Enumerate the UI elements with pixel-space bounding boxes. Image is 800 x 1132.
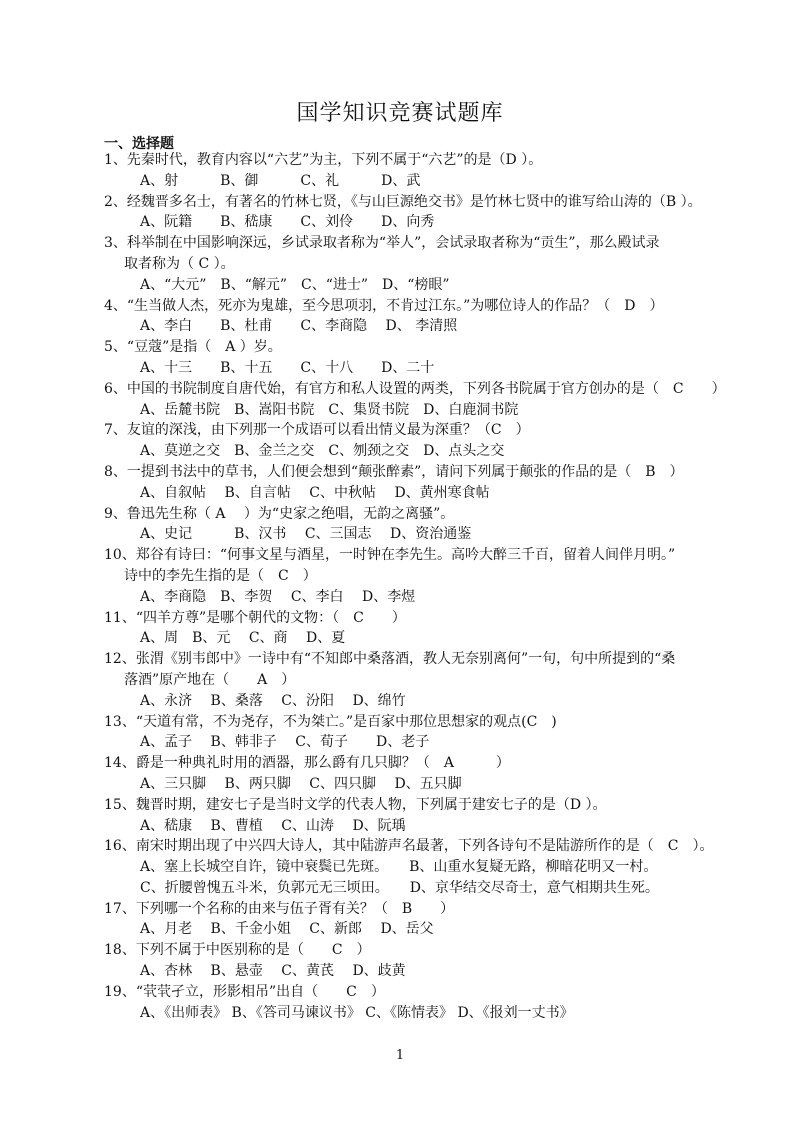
question-text: 5、“豆蔻”是指（ A ）岁。 (104, 339, 282, 356)
answer-options: A、嵇康 B、曹植 C、山涛 D、阮瑀 (140, 817, 406, 834)
answer-options: A、周 B、元 C、商 D、夏 (140, 630, 346, 647)
answer-options: A、李白 B、杜甫 C、李商隐 D、 李清照 (140, 318, 458, 335)
question-text-continued: 诗中的李先生指的是（ C ） (124, 567, 317, 584)
question-text: 13、“天道有常，不为尧存，不为桀亡。”是百家中那位思想家的观点(C ) (104, 713, 557, 730)
answer-options: A、史记 B、汉书 C、三国志 D、资治通鉴 (140, 526, 472, 543)
question-text: 3、科举制在中国影响深远，乡试录取者称为“举人”，会试录取者称为“贡生”，那么殿试录 (104, 235, 660, 252)
question-list (104, 150, 726, 1023)
answer-options: A、射 B、御 C、礼 D、武 (140, 172, 421, 189)
question-text: 19、“茕茕孑立，形影相吊”出自（ C ） (104, 983, 385, 1000)
answer-options: A、永济 B、桑落 C、汾阳 D、绵竹 (140, 692, 406, 709)
question-text: 12、张渭《别韦郎中》一诗中有“不知郎中桑落酒，教人无奈别离何”一句，句中所提到的“桑 (104, 651, 676, 668)
question-text: 6、中国的书院制度自唐代始，有官方和私人设置的两类，下列各书院属于官方创办的是（ C ） (104, 380, 726, 397)
document-title: 国学知识竞赛试题库 (296, 101, 504, 126)
answer-options: A、杏林 B、悬壶 C、黄芪 D、歧黄 (140, 963, 406, 980)
question-text: 16、南宋时期出现了中兴四大诗人，其中陆游声名最著，下列各诗句不是陆游所作的是（ C ）。 (104, 838, 714, 855)
answer-options: A、十三 B、十五 C、十八 D、二十 (140, 359, 435, 376)
question-text: 15、魏晋时期，建安七子是当时文学的代表人物，下列属于建安七子的是（D ）。 (104, 796, 607, 813)
answer-options: A、孟子 B、韩非子 C、荀子 D、老子 (140, 734, 430, 751)
answer-options: A、月老 B、千金小姐 C、新郎 D、岳父 (140, 921, 434, 938)
answer-options: A、岳麓书院 B、嵩阳书院 C、集贤书院 D、白鹿洞书院 (140, 401, 519, 418)
answer-options: A、塞上长城空自许，镜中衰鬓已先斑。 B、山重水复疑无路，柳暗花明又一村。 (140, 859, 658, 876)
page-number: 1 (395, 1048, 405, 1063)
answer-options: A、三只脚 B、两只脚 C、四只脚 D、五只脚 (140, 775, 462, 792)
question-text-continued: 落酒”原产地在（ A ） (124, 671, 296, 688)
answer-options: A、“大元” B、“解元” C、“进士” D、“榜眼” (140, 276, 450, 293)
question-text: 1、先秦时代，教育内容以“六艺”为主，下列不属于“六艺”的是（D ）。 (104, 152, 543, 168)
answer-options: C、折腰曾愧五斗米，负郭元无三顷田。 D、京华结交尽奇士，意气相期共生死。 (140, 879, 659, 896)
question-text: 8、一提到书法中的草书，人们便会想到“颠张醉素”，请问下列属于颠张的作品的是（ B ） (104, 463, 684, 480)
question-text: 2、经魏晋多名士，有著名的竹林七贤，《与山巨源绝交书》是竹林七贤中的谁写给山涛的（B ）。 (104, 193, 702, 210)
question-text: 4、“生当做人杰，死亦为鬼雄，至今思项羽，不肯过江东。”为哪位诗人的作品？（ D ） (104, 297, 664, 314)
section-heading: 一、选择题 (104, 136, 174, 152)
question-text: 10、郑谷有诗曰：“何事文星与酒星，一时钟在李先生。高吟大醉三千百，留着人间伴月明。” (104, 547, 676, 564)
answer-options: A、莫逆之交 B、金兰之交 C、刎颈之交 D、点头之交 (140, 443, 505, 460)
answer-options: A、自叙帖 B、自言帖 C、中秋帖 D、黄州寒食帖 (140, 484, 490, 501)
answer-options: A、李商隐 B、李贺 C、李白 D、李煜 (140, 588, 416, 605)
question-text: 7、友谊的深浅，由下列那一个成语可以看出情义最为深重？（C ） (104, 422, 530, 439)
question-text-continued: 取者称为（ C ）。 (124, 255, 235, 272)
question-text: 11、“四羊方尊”是哪个朝代的文物：（ C ） (104, 609, 406, 626)
question-text: 17、下列哪一个名称的由来与伍子胥有关？（ B ） (104, 900, 455, 917)
question-text: 9、鲁迅先生称（ A ）为“史家之绝唱，无韵之离骚”。 (104, 505, 455, 522)
question-text: 18、下列不属于中医别称的是（ C ） (104, 942, 371, 959)
question-text: 14、爵是一种典礼时用的酒器，那么爵有几只脚？（ A ） (104, 755, 510, 772)
answer-options: A、阮籍 B、嵇康 C、刘伶 D、向秀 (140, 214, 435, 231)
answer-options: A、《出师表》 B、《答司马谏议书》 C、《陈情表》 D、《报刘一丈书》 (140, 1004, 574, 1021)
